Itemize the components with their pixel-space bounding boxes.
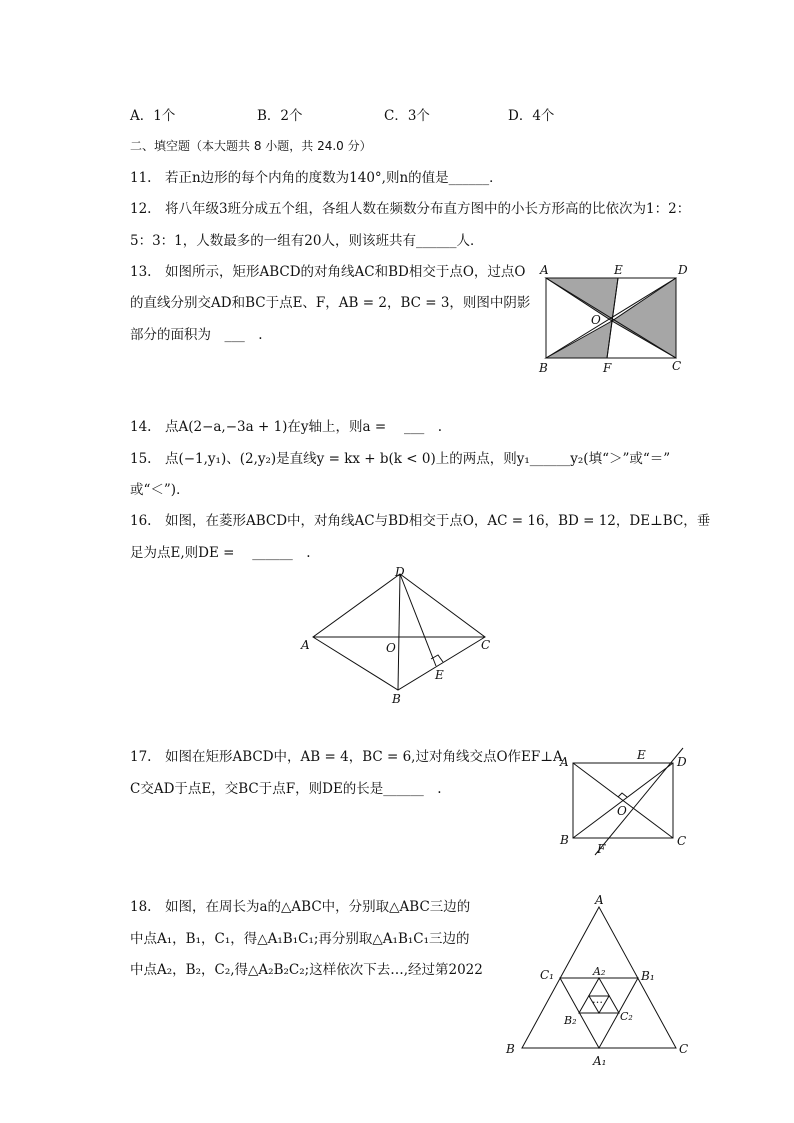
question-18-line-3: 中点A₂，B₂，C₂,得△A₂B₂C₂;这样依次下去…,经过第2022 — [130, 962, 483, 978]
label-c: C — [679, 1042, 689, 1056]
label-c: C — [677, 834, 687, 848]
label-a: A — [560, 755, 569, 769]
label-d: D — [677, 755, 687, 769]
question-16-line-1: 16. 如图，在菱形ABCD中，对角线AC与BD相交于点O，AC = 16，BD = 12，DE⊥BC，垂 — [130, 513, 711, 529]
question-16-line-2: 足为点E,则DE = ______ . — [130, 545, 311, 561]
right-angle-mark — [431, 655, 443, 662]
label-c1: C₁ — [540, 968, 554, 982]
label-c: C — [672, 359, 682, 373]
option-d: D．4个 — [508, 108, 555, 124]
figure-17-rectangle — [555, 745, 705, 860]
diagonal-bd — [398, 574, 400, 690]
section-heading: 二、填空题（本大题共 8 小题，共 24.0 分） — [130, 139, 372, 153]
label-dots: … — [592, 993, 603, 1006]
question-18-line-2: 中点A₁，B₁，C₁，得△A₁B₁C₁;再分别取△A₁B₁C₁三边的 — [130, 931, 470, 947]
label-a1: A₁ — [593, 1054, 607, 1068]
option-c: C．3个 — [384, 108, 430, 124]
question-15-line-1: 15. 点(−1,y₁)、(2,y₂)是直线y = kx + b(k < 0)上的两点，则y₁______y₂(填“＞”或“＝” — [130, 451, 671, 467]
label-b1: B₁ — [641, 969, 655, 983]
label-d: D — [678, 263, 688, 277]
label-d: D — [395, 565, 405, 579]
question-11: 11. 若正n边形的每个内角的度数为140°,则n的值是______． — [130, 170, 503, 186]
label-b: B — [560, 833, 569, 847]
question-12-line-1: 12. 将八年级3班分成五个组，各组人数在频数分布直方图中的小长方形高的比依次为1：2： — [130, 201, 691, 217]
question-18-line-1: 18. 如图，在周长为a的△ABC中，分别取△ABC三边的 — [130, 899, 471, 915]
label-b: B — [392, 692, 401, 706]
label-e: E — [637, 748, 646, 762]
figure-13-rectangle — [530, 260, 700, 380]
label-a2: A₂ — [593, 965, 606, 978]
label-a: A — [540, 263, 549, 277]
label-f: F — [603, 361, 612, 375]
label-c2: C₂ — [620, 1010, 633, 1023]
label-o: O — [591, 313, 601, 327]
question-12-line-2: 5：3：1，人数最多的一组有20人，则该班共有______人． — [130, 233, 484, 249]
label-b2: B₂ — [564, 1014, 577, 1027]
figure-18-triangles — [500, 893, 700, 1068]
question-15-line-2: 或“＜”)． — [130, 482, 190, 498]
line-ef — [595, 748, 683, 855]
question-13-line-2: 的直线分别交AD和BC于点E、F，AB = 2，BC = 3，则图中阴影 — [130, 295, 531, 311]
right-angle-mark — [618, 793, 627, 797]
label-a: A — [301, 638, 310, 652]
label-c: C — [481, 638, 491, 652]
label-e: E — [435, 668, 444, 682]
label-e: E — [614, 263, 623, 277]
question-17-line-1: 17. 如图在矩形ABCD中，AB = 4，BC = 6,过对角线交点O作EF⊥A — [130, 749, 563, 765]
question-14: 14. 点A(2−a,−3a + 1)在y轴上，则a = ___ . — [130, 419, 443, 435]
label-b: B — [539, 361, 548, 375]
label-o: O — [617, 804, 627, 818]
label-f: F — [597, 842, 606, 856]
option-b: B．2个 — [257, 108, 303, 124]
question-13-line-3: 部分的面积为 ___ . — [130, 327, 263, 343]
label-o: O — [386, 641, 396, 655]
label-b: B — [506, 1042, 515, 1056]
option-a: A．1个 — [130, 108, 176, 124]
figure-16-rhombus — [295, 562, 505, 707]
question-17-line-2: C交AD于点E，交BC于点F，则DE的长是______ . — [130, 781, 442, 797]
shaded-region-right — [612, 278, 676, 358]
question-13-line-1: 13. 如图所示，矩形ABCD的对角线AC和BD相交于点O，过点O — [130, 264, 526, 280]
label-a: A — [595, 893, 604, 907]
